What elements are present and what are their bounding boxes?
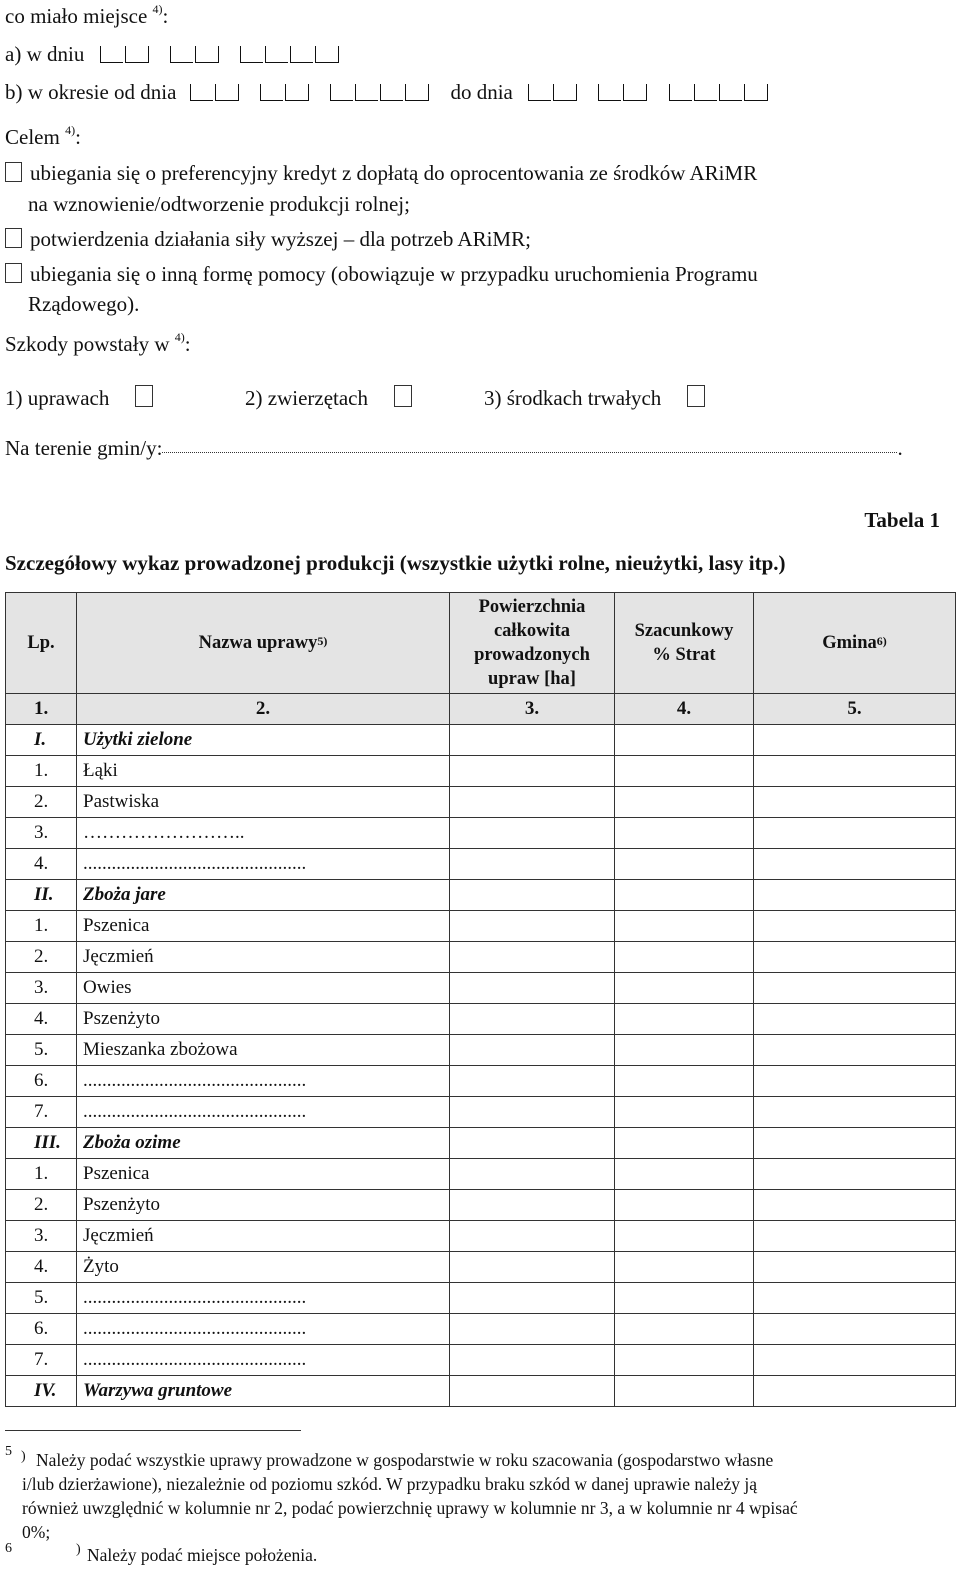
row-loss-cell[interactable] — [615, 1097, 754, 1128]
checkbox-icon[interactable] — [394, 385, 412, 407]
row-name: Owies — [77, 973, 450, 1004]
row-area-cell[interactable] — [450, 973, 615, 1004]
row-lp: 2. — [6, 787, 77, 818]
row-area-cell[interactable] — [450, 1066, 615, 1097]
row-name: …………………….. — [77, 818, 450, 849]
row-area-cell[interactable] — [450, 911, 615, 942]
row-gmina-cell[interactable] — [754, 1283, 956, 1314]
footnote-5-line4: 0%; — [22, 1522, 51, 1542]
row-name: Pszenżyto — [77, 1004, 450, 1035]
row-gmina-cell[interactable] — [754, 756, 956, 787]
production-table — [5, 592, 956, 1407]
row-lp: 6. — [6, 1066, 77, 1097]
col-number: 5. — [754, 694, 956, 725]
row-lp: 5. — [6, 1283, 77, 1314]
table-row — [6, 849, 956, 880]
row-area-cell[interactable] — [450, 1097, 615, 1128]
table-row — [6, 1345, 956, 1376]
header-lp: Lp. — [6, 593, 77, 694]
date-to-field[interactable] — [528, 80, 784, 105]
row-loss-cell[interactable] — [615, 1004, 754, 1035]
damage-label: Szkody powstały w $^{4)}$: — [5, 330, 191, 356]
row-loss-cell[interactable] — [615, 880, 754, 911]
table-row — [6, 1221, 956, 1252]
row-gmina-cell[interactable] — [754, 849, 956, 880]
footnote-6-number: 6 — [5, 1541, 12, 1556]
row-loss-cell[interactable] — [615, 756, 754, 787]
row-loss-cell[interactable] — [615, 818, 754, 849]
row-gmina-cell[interactable] — [754, 725, 956, 756]
row-area-cell[interactable] — [450, 1376, 615, 1407]
row-name: Pastwiska — [77, 787, 450, 818]
row-loss-cell[interactable] — [615, 1314, 754, 1345]
row-lp: 4. — [6, 1004, 77, 1035]
row-area-cell[interactable] — [450, 1252, 615, 1283]
row-lp: 4. — [6, 849, 77, 880]
date-a-label: a) w dniu — [5, 42, 85, 66]
row-name: Pszenica — [77, 1159, 450, 1190]
row-name: Zboża ozime — [77, 1128, 450, 1159]
header-loss: Szacunkowy % Strat — [615, 593, 754, 694]
row-loss-cell[interactable] — [615, 1283, 754, 1314]
row-area-cell[interactable] — [450, 880, 615, 911]
row-gmina-cell[interactable] — [754, 1221, 956, 1252]
table-row — [6, 1004, 956, 1035]
row-name: ............................................... — [77, 1345, 450, 1376]
row-area-cell[interactable] — [450, 849, 615, 880]
row-gmina-cell[interactable] — [754, 1190, 956, 1221]
row-name: ............................................... — [77, 1066, 450, 1097]
row-name: Mieszanka zbożowa — [77, 1035, 450, 1066]
row-lp: 2. — [6, 942, 77, 973]
col-number: 2. — [77, 694, 450, 725]
table-row — [6, 818, 956, 849]
table-row — [6, 942, 956, 973]
table-row — [6, 1283, 956, 1314]
table-row — [6, 787, 956, 818]
row-gmina-cell[interactable] — [754, 1252, 956, 1283]
table-section-row — [6, 1128, 956, 1159]
row-name: ............................................... — [77, 1097, 450, 1128]
row-gmina-cell[interactable] — [754, 942, 956, 973]
purpose-label: Celem $^{4)}$: — [5, 123, 81, 149]
damage-option-assets[interactable]: 3) środkach trwałych — [484, 385, 705, 411]
row-lp: 1. — [6, 911, 77, 942]
row-loss-cell[interactable] — [615, 725, 754, 756]
purpose-option-3-cont: Rządowego). — [28, 292, 140, 316]
row-area-cell[interactable] — [450, 787, 615, 818]
table-row — [6, 756, 956, 787]
table-row — [6, 1190, 956, 1221]
row-gmina-cell[interactable] — [754, 787, 956, 818]
date-to-label: do dnia — [450, 80, 513, 104]
date-b-label: b) w okresie od dnia — [5, 80, 177, 104]
row-lp: IV. — [6, 1376, 77, 1407]
row-area-cell[interactable] — [450, 1190, 615, 1221]
table-section-row — [6, 725, 956, 756]
row-name: Żyto — [77, 1252, 450, 1283]
row-loss-cell[interactable] — [615, 1159, 754, 1190]
row-gmina-cell[interactable] — [754, 1314, 956, 1345]
footnote-5-line1: Należy podać wszystkie uprawy prowadzone w gospodarstwie w roku szacowania (gospodarstwo własne — [36, 1450, 774, 1470]
row-area-cell[interactable] — [450, 1004, 615, 1035]
purpose-option-1[interactable]: ubiegania się o preferencyjny kredyt z dopłatą do oprocentowania ze środków ARiMR — [5, 161, 757, 186]
checkbox-icon[interactable] — [5, 263, 22, 283]
row-gmina-cell[interactable] — [754, 1159, 956, 1190]
footnote-5-line3: również uwzględnić w kolumnie nr 2, podać powierzchnię uprawy w kolumnie nr 3, a w kolumnie nr 4 wpisać — [22, 1498, 798, 1518]
occurred-label: co miało miejsce $^{4)}$: — [5, 2, 169, 28]
row-lp: 6. — [6, 1314, 77, 1345]
row-lp: 4. — [6, 1252, 77, 1283]
date-a-field[interactable] — [100, 42, 356, 67]
row-gmina-cell[interactable] — [754, 1004, 956, 1035]
checkbox-icon[interactable] — [135, 385, 153, 407]
row-area-cell[interactable] — [450, 1283, 615, 1314]
damage-option-crops[interactable]: 1) uprawach — [5, 385, 153, 411]
checkbox-icon[interactable] — [687, 385, 705, 407]
row-loss-cell[interactable] — [615, 973, 754, 1004]
row-name: ............................................... — [77, 849, 450, 880]
col-number: 1. — [6, 694, 77, 725]
footnote-5-paren: ) — [21, 1449, 26, 1464]
row-name: ............................................... — [77, 1314, 450, 1345]
purpose-option-3[interactable]: ubiegania się o inną formę pomocy (obowiązuje w przypadku uruchomienia Programu — [5, 262, 758, 287]
area-input[interactable] — [162, 452, 897, 453]
row-name: Pszenica — [77, 911, 450, 942]
table-title: Szczegółowy wykaz prowadzonej produkcji (wszystkie użytki rolne, nieużytki, lasy itp.) — [5, 551, 786, 575]
column-number-row — [6, 694, 956, 725]
table-row — [6, 1159, 956, 1190]
col-number: 3. — [450, 694, 615, 725]
row-lp: 3. — [6, 818, 77, 849]
table-row — [6, 1035, 956, 1066]
row-gmina-cell[interactable] — [754, 1066, 956, 1097]
row-area-cell[interactable] — [450, 1221, 615, 1252]
row-loss-cell[interactable] — [615, 849, 754, 880]
table-row — [6, 1097, 956, 1128]
purpose-option-2[interactable]: potwierdzenia działania siły wyższej – dla potrzeb ARiMR; — [5, 227, 531, 252]
row-area-cell[interactable] — [450, 1159, 615, 1190]
row-area-cell[interactable] — [450, 1345, 615, 1376]
table-row — [6, 911, 956, 942]
row-name: Jęczmień — [77, 1221, 450, 1252]
date-from-field[interactable] — [190, 80, 446, 105]
row-lp: 3. — [6, 973, 77, 1004]
row-name: Łąki — [77, 756, 450, 787]
row-lp: 1. — [6, 1159, 77, 1190]
row-gmina-cell[interactable] — [754, 1035, 956, 1066]
row-area-cell[interactable] — [450, 942, 615, 973]
row-area-cell[interactable] — [450, 1035, 615, 1066]
col-number: 4. — [615, 694, 754, 725]
row-loss-cell[interactable] — [615, 1035, 754, 1066]
row-loss-cell[interactable] — [615, 1221, 754, 1252]
row-area-cell[interactable] — [450, 756, 615, 787]
row-gmina-cell[interactable] — [754, 818, 956, 849]
footnote-6-paren: ) — [76, 1542, 81, 1557]
row-lp: 5. — [6, 1035, 77, 1066]
table-row — [6, 1252, 956, 1283]
row-lp: I. — [6, 725, 77, 756]
table-label: Tabela 1 — [864, 508, 940, 532]
header-name: Nazwa uprawy$^{5)}$ — [77, 593, 450, 694]
table-row — [6, 973, 956, 1004]
row-gmina-cell[interactable] — [754, 1345, 956, 1376]
row-loss-cell[interactable] — [615, 1252, 754, 1283]
row-loss-cell[interactable] — [615, 1345, 754, 1376]
row-gmina-cell[interactable] — [754, 973, 956, 1004]
footnote-5-number: 5 — [5, 1444, 12, 1459]
row-name: ............................................... — [77, 1283, 450, 1314]
row-lp: 7. — [6, 1097, 77, 1128]
table-section-row — [6, 880, 956, 911]
row-loss-cell[interactable] — [615, 787, 754, 818]
header-gmina: Gmina$^{6)}$ — [754, 593, 956, 694]
row-area-cell[interactable] — [450, 1128, 615, 1159]
row-area-cell[interactable] — [450, 1314, 615, 1345]
purpose-option-1-cont: na wznowienie/odtworzenie produkcji rolnej; — [28, 192, 410, 216]
row-loss-cell[interactable] — [615, 911, 754, 942]
area-label: Na terenie gmin/y: — [5, 436, 163, 460]
row-name: Użytki zielone — [77, 725, 450, 756]
row-loss-cell[interactable] — [615, 942, 754, 973]
damage-option-animals[interactable]: 2) zwierzętach — [245, 385, 412, 411]
header-area: Powierzchnia całkowita prowadzonych upraw [ha] — [450, 593, 615, 694]
row-area-cell[interactable] — [450, 818, 615, 849]
table-row — [6, 1314, 956, 1345]
row-name: Warzywa gruntowe — [77, 1376, 450, 1407]
row-loss-cell[interactable] — [615, 1190, 754, 1221]
checkbox-icon[interactable] — [5, 162, 22, 182]
footnote-5-line2: i/lub dzierżawione), niezależnie od poziomu szkód. W przypadku braku szkód w danej uprawie należy ją — [22, 1474, 758, 1494]
row-area-cell[interactable] — [450, 725, 615, 756]
row-gmina-cell[interactable] — [754, 911, 956, 942]
row-loss-cell[interactable] — [615, 1128, 754, 1159]
row-lp: 2. — [6, 1190, 77, 1221]
table-header-row — [6, 593, 956, 694]
date-b-row — [5, 80, 784, 105]
row-lp: III. — [6, 1128, 77, 1159]
row-name: Jęczmień — [77, 942, 450, 973]
row-lp: II. — [6, 880, 77, 911]
row-gmina-cell[interactable] — [754, 880, 956, 911]
row-lp: 1. — [6, 756, 77, 787]
row-lp: 3. — [6, 1221, 77, 1252]
row-lp: 7. — [6, 1345, 77, 1376]
row-loss-cell[interactable] — [615, 1376, 754, 1407]
row-name: Zboża jare — [77, 880, 450, 911]
footnote-divider — [5, 1430, 301, 1431]
row-gmina-cell[interactable] — [754, 1097, 956, 1128]
row-gmina-cell[interactable] — [754, 1376, 956, 1407]
row-loss-cell[interactable] — [615, 1066, 754, 1097]
row-name: Pszenżyto — [77, 1190, 450, 1221]
table-row — [6, 1066, 956, 1097]
table-section-row — [6, 1376, 956, 1407]
date-a-row — [5, 42, 355, 67]
checkbox-icon[interactable] — [5, 228, 22, 248]
row-gmina-cell[interactable] — [754, 1128, 956, 1159]
area-row: Na terenie gmin/y: . — [5, 436, 903, 460]
footnote-6-text: Należy podać miejsce położenia. — [87, 1545, 318, 1565]
